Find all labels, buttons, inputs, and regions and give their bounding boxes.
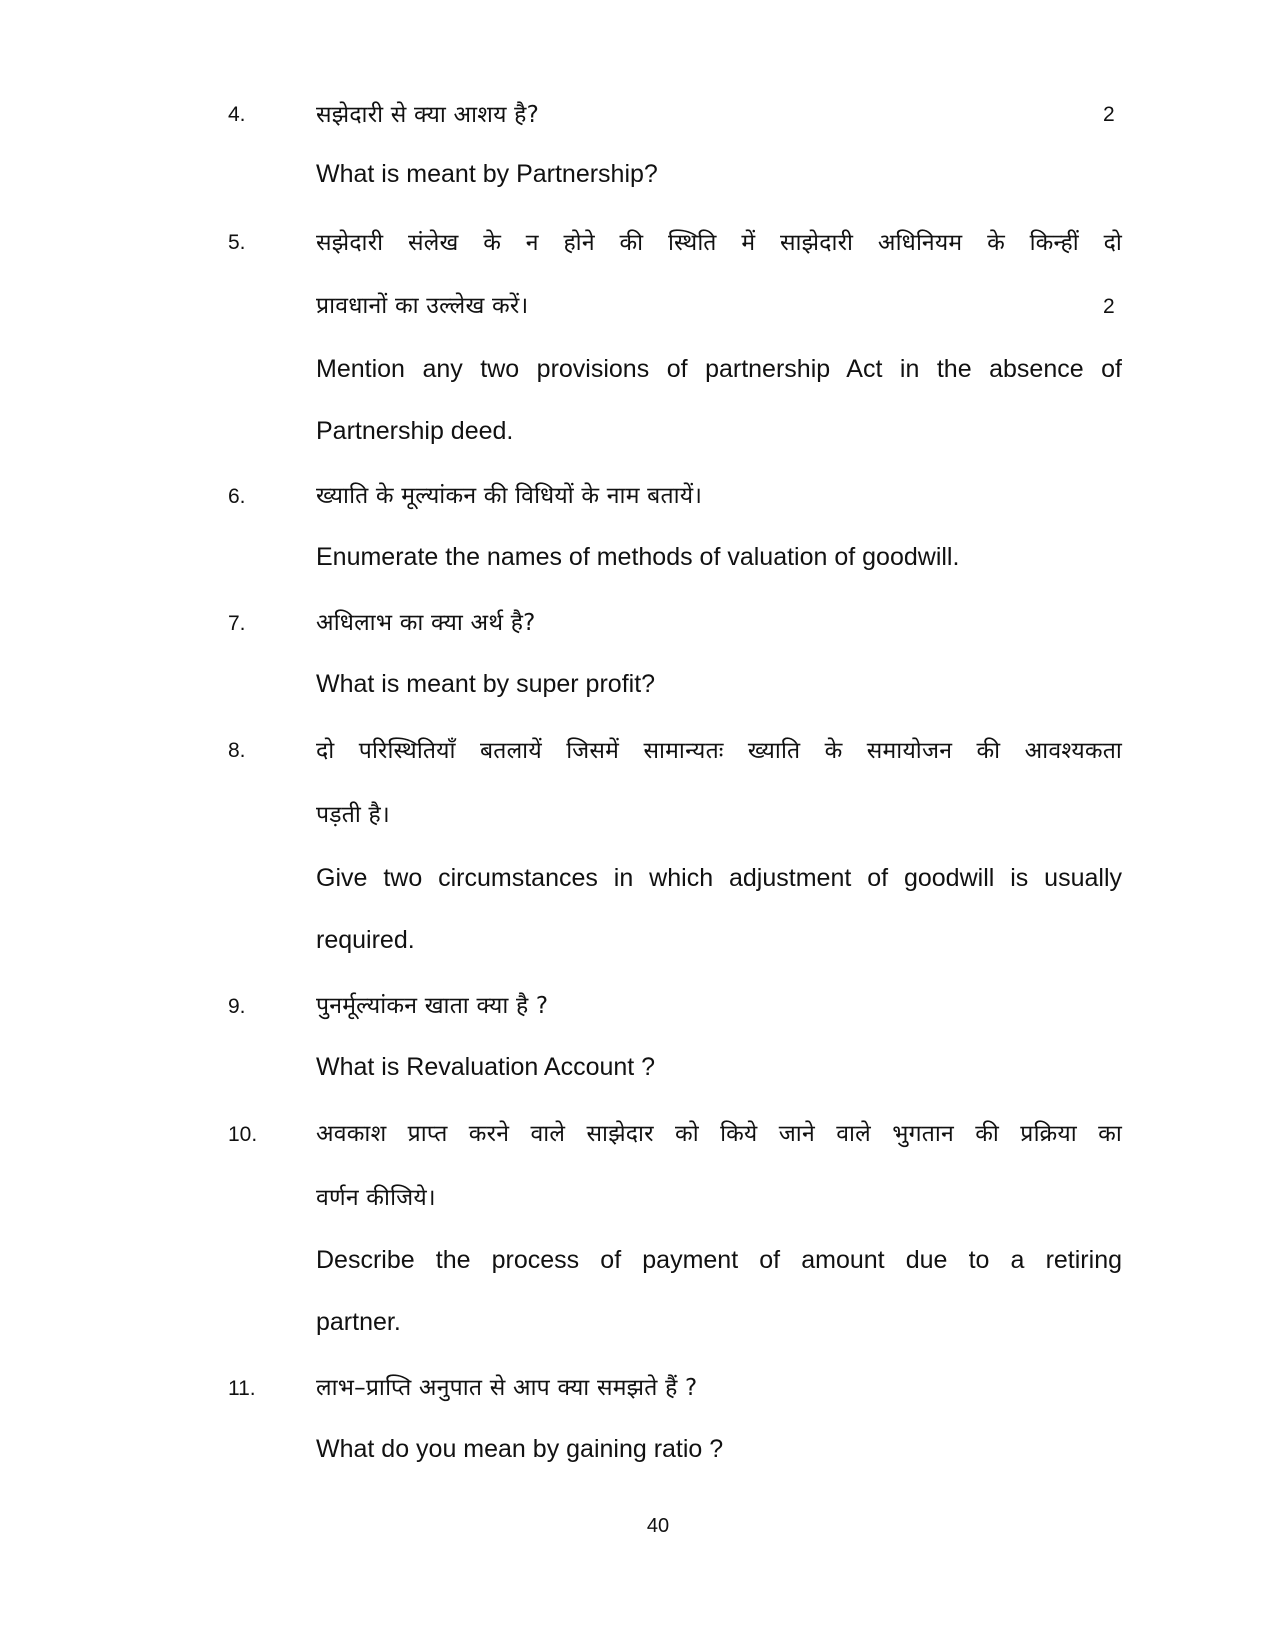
question-text-english: required. xyxy=(316,926,415,954)
question-text-english: Give two circumstances in which adjustment of goodwill is usually xyxy=(316,864,1122,892)
question-text-hindi: लाभ–प्राप्ति अनुपात से आप क्या समझते हैं ? xyxy=(316,1375,698,1401)
question-text-english: Describe the process of payment of amount due to a retiring xyxy=(316,1246,1122,1274)
question-text-english: Enumerate the names of methods of valuation of goodwill. xyxy=(316,543,960,571)
question-number: 10. xyxy=(228,1123,258,1146)
question-text-hindi: वर्णन कीजिये। xyxy=(316,1185,436,1211)
question-text-hindi: सझेदारी से क्या आशय है? xyxy=(316,102,539,128)
question-text-hindi: पड़ती है। xyxy=(316,802,390,828)
question-text-hindi: दो परिस्थितियाँ बतलायें जिसमें सामान्यतः ख्याति के समायोजन की आवश्यकता xyxy=(316,738,1122,764)
question-text-english: partner. xyxy=(316,1308,401,1336)
question-text-hindi: सझेदारी संलेख के न होने की स्थिति में साझेदारी अधिनियम के किन्हीं दो xyxy=(316,230,1122,256)
question-text-hindi: अधिलाभ का क्या अर्थ है? xyxy=(316,610,536,636)
question-text-english: What is Revaluation Account ? xyxy=(316,1053,656,1081)
question-number: 9. xyxy=(228,995,246,1018)
page-number: 40 xyxy=(646,1515,670,1537)
question-text-english: Partnership deed. xyxy=(316,417,514,445)
question-number: 6. xyxy=(228,485,246,508)
question-text-english: What is meant by super profit? xyxy=(316,670,656,698)
question-marks: 2 xyxy=(1103,295,1115,318)
question-number: 8. xyxy=(228,739,246,762)
question-number: 11. xyxy=(228,1377,256,1400)
question-number: 4. xyxy=(228,103,246,126)
question-text-hindi: ख्याति के मूल्यांकन की विधियों के नाम बतायें। xyxy=(316,483,703,509)
question-number: 5. xyxy=(228,231,246,254)
question-text-english: Mention any two provisions of partnership Act in the absence of xyxy=(316,355,1122,383)
question-marks: 2 xyxy=(1103,103,1115,126)
question-text-english: What do you mean by gaining ratio ? xyxy=(316,1435,724,1463)
question-text-hindi: पुनर्मूल्यांकन खाता क्या है ? xyxy=(316,993,549,1019)
question-text-english: What is meant by Partnership? xyxy=(316,160,658,188)
question-text-hindi: अवकाश प्राप्त करने वाले साझेदार को किये जाने वाले भुगतान की प्रक्रिया का xyxy=(316,1121,1122,1147)
question-number: 7. xyxy=(228,612,246,635)
question-text-hindi: प्रावधानों का उल्लेख करें। xyxy=(316,293,529,319)
